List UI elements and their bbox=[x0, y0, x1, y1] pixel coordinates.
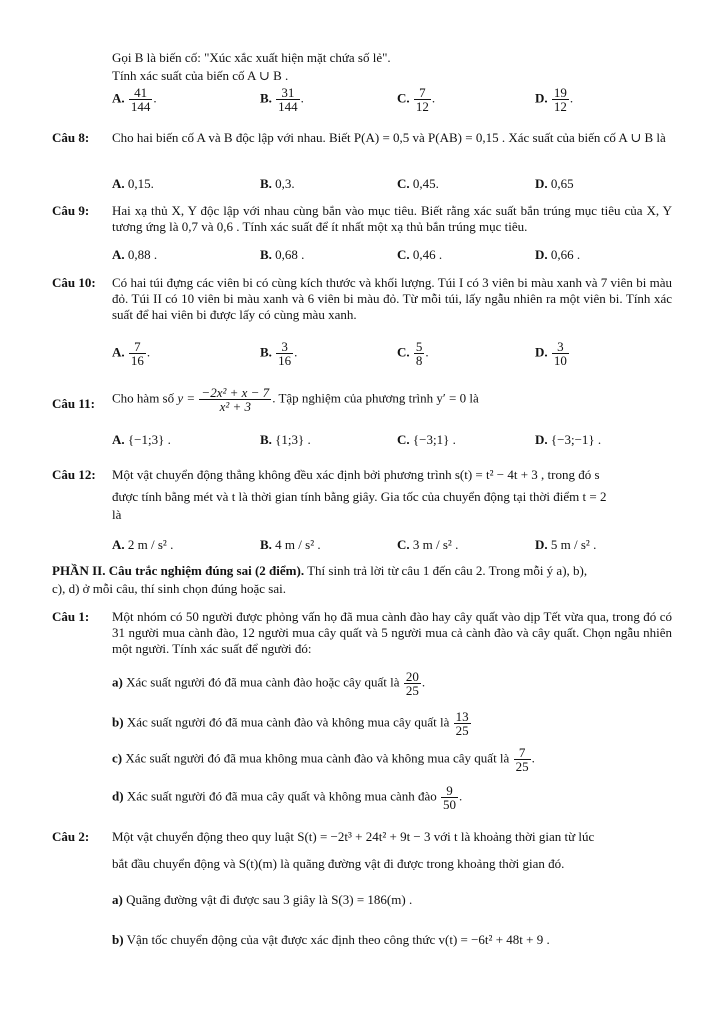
q11-text: Cho hàm số y = $\frac{\text{−2x² + x − 7}}{\text{x² + 3}}$ . Tập nghiệm của phương trình y′ = 0 là bbox=[112, 385, 479, 414]
q8-option-d: D. 0,65 bbox=[535, 176, 574, 191]
q10-option-a: A. $\frac{7}{16}$ . bbox=[112, 339, 151, 368]
q12-option-a: A. 2 m / s² . bbox=[112, 537, 174, 552]
fraction: $\frac{20}{25}$ bbox=[405, 669, 419, 698]
q8-label: Câu 8: bbox=[52, 130, 90, 145]
intro-option-a: A. $\frac{41}{144}$ . bbox=[112, 85, 157, 114]
fraction: $\frac{3}{10}$ bbox=[553, 339, 567, 368]
p2-item-a: a) Quãng đường vật đi được sau 3 giây là S(3) = 186(m) . bbox=[112, 892, 413, 907]
q8-option-b: B. 0,3. bbox=[260, 176, 295, 191]
intro-line-1: Gọi B là biến cố: "Xúc xắc xuất hiện mặt chứa số lẻ". bbox=[112, 50, 391, 65]
intro-option-d: D. $\frac{19}{12}$ . bbox=[535, 85, 574, 114]
q12-option-d: D. 5 m / s² . bbox=[535, 537, 597, 552]
fraction: $\frac{7}{16}$ bbox=[130, 339, 144, 368]
fraction: $\frac{3}{16}$ bbox=[278, 339, 292, 368]
q8-text: Cho hai biến cố A và B độc lập với nhau. Biết P(A) = 0,5 và P(AB) = 0,15 . Xác suất của biến cố A ∪ B là bbox=[112, 130, 666, 145]
intro-option-b: B. $\frac{31}{144}$ . bbox=[260, 85, 304, 114]
q12-option-c: C. 3 m / s² . bbox=[397, 537, 459, 552]
q11-option-b: B. {1;3} . bbox=[260, 432, 311, 447]
fraction: $\frac{41}{144}$ bbox=[130, 85, 151, 114]
q11-option-a: A. {−1;3} . bbox=[112, 432, 171, 447]
fraction: $\frac{7}{12}$ bbox=[415, 85, 429, 114]
q11-option-d: D. {−3;−1} . bbox=[535, 432, 602, 447]
p2-line-1: Một vật chuyển động theo quy luật S(t) = −2t³ + 24t² + 9t − 3 với t là khoảng thời gian từ lúc bbox=[112, 829, 595, 844]
q12-line-2: được tính bằng mét và t là thời gian tính bằng giây. Gia tốc của chuyển động tại thời điểm t = 2 bbox=[112, 489, 607, 504]
q9-option-b: B. 0,68 . bbox=[260, 247, 305, 262]
q9-option-c: C. 0,46 . bbox=[397, 247, 443, 262]
fraction: $\frac{9}{50}$ bbox=[443, 783, 456, 812]
q9-option-d: D. 0,66 . bbox=[535, 247, 581, 262]
p1-item-c: c) Xác suất người đó đã mua không mua cành đào và không mua cây quất là $\frac{7}{25}$ . bbox=[112, 745, 535, 774]
fraction: $\frac{19}{12}$ bbox=[553, 85, 567, 114]
q12-line-3: là bbox=[112, 507, 122, 522]
p1-label: Câu 1: bbox=[52, 609, 90, 624]
q12-label: Câu 12: bbox=[52, 467, 96, 482]
q10-option-d: D. $\frac{3}{10}$ bbox=[535, 339, 567, 368]
fraction: $\frac{31}{144}$ bbox=[278, 85, 298, 114]
p2-item-b: b) Vận tốc chuyển động của vật được xác định theo công thức v(t) = −6t² + 48t + 9 . bbox=[112, 932, 550, 947]
q11-label: Câu 11: bbox=[52, 396, 95, 411]
q9-text: Hai xạ thủ X, Y độc lập với nhau cùng bắn vào mục tiêu. Biết rằng xác suất bắn trúng mục tiêu của X, Y tương ứng là 0,7 và 0,6 . Tính xác suất để ít nhất một xạ thủ bắn trúng mục tiêu. bbox=[112, 203, 672, 234]
fraction: $\frac{13}{25}$ bbox=[455, 709, 469, 738]
q10-option-c: C. $\frac{5}{8}$ . bbox=[397, 339, 429, 368]
intro-option-c: C. $\frac{7}{12}$ . bbox=[397, 85, 436, 114]
fraction: $\frac{7}{25}$ bbox=[515, 745, 529, 774]
q8-option-c: C. 0,45. bbox=[397, 176, 439, 191]
part2-heading-line: PHẦN II. Câu trắc nghiệm đúng sai (2 điểm). Thí sinh trả lời từ câu 1 đến câu 2. Trong mỗi ý a), b), bbox=[52, 563, 588, 578]
p2-label: Câu 2: bbox=[52, 829, 90, 844]
p1-text: Một nhóm có 50 người được phỏng vấn họ đã mua cành đào hay cây quất vào dịp Tết vừa qua, trong đó có 31 người mua cành đào, 12 người mua cây quất và 5 người mua cả cành đào và cây quất. Chọn ngẫu nhiên một người. Tính xác suất để người đó: bbox=[112, 609, 672, 656]
p1-item-a: a) Xác suất người đó đã mua cành đào hoặc cây quất là $\frac{20}{25}$ . bbox=[112, 669, 426, 698]
q8-option-a: A. 0,15. bbox=[112, 176, 154, 191]
p2-line-2: bắt đầu chuyển động và S(t)(m) là quãng đường vật đi được trong khoảng thời gian đó. bbox=[112, 856, 565, 871]
part2-line-2: c), d) ở mỗi câu, thí sinh chọn đúng hoặc sai. bbox=[52, 581, 286, 596]
q12-option-b: B. 4 m / s² . bbox=[260, 537, 321, 552]
fraction: $\frac{5}{8}$ bbox=[415, 339, 423, 368]
q10-option-b: B. $\frac{3}{16}$ . bbox=[260, 339, 298, 368]
q9-option-a: A. 0,88 . bbox=[112, 247, 158, 262]
p1-item-d: d) Xác suất người đó đã mua cây quất và không mua cành đào $\frac{9}{50}$ . bbox=[112, 783, 463, 812]
q12-line-1: Một vật chuyển động thẳng không đều xác định bởi phương trình s(t) = t² − 4t + 3 , trong đó s bbox=[112, 467, 600, 482]
q11-option-c: C. {−3;1} . bbox=[397, 432, 456, 447]
p1-item-b: b) Xác suất người đó đã mua cành đào và không mua cây quất là $\frac{13}{25}$ bbox=[112, 709, 469, 738]
q10-text: Có hai túi đựng các viên bi có cùng kích thước và khối lượng. Túi I có 3 viên bi màu xanh và 7 viên bi màu đỏ. Túi II có 10 viên bi màu xanh và 6 viên bi màu đỏ. Từ mỗi túi, lấy ngẫu nhiên ra một viên bi. Tính xác suất để hai viên bi được lấy có cùng màu xanh. bbox=[112, 275, 672, 322]
intro-line-2: Tính xác suất của biến cố A ∪ B . bbox=[112, 68, 289, 83]
q10-label: Câu 10: bbox=[52, 275, 96, 290]
fraction: $\frac{\text{−2x² + x − 7}}{\text{x² + 3}}$ bbox=[201, 385, 270, 414]
q9-label: Câu 9: bbox=[52, 203, 90, 218]
